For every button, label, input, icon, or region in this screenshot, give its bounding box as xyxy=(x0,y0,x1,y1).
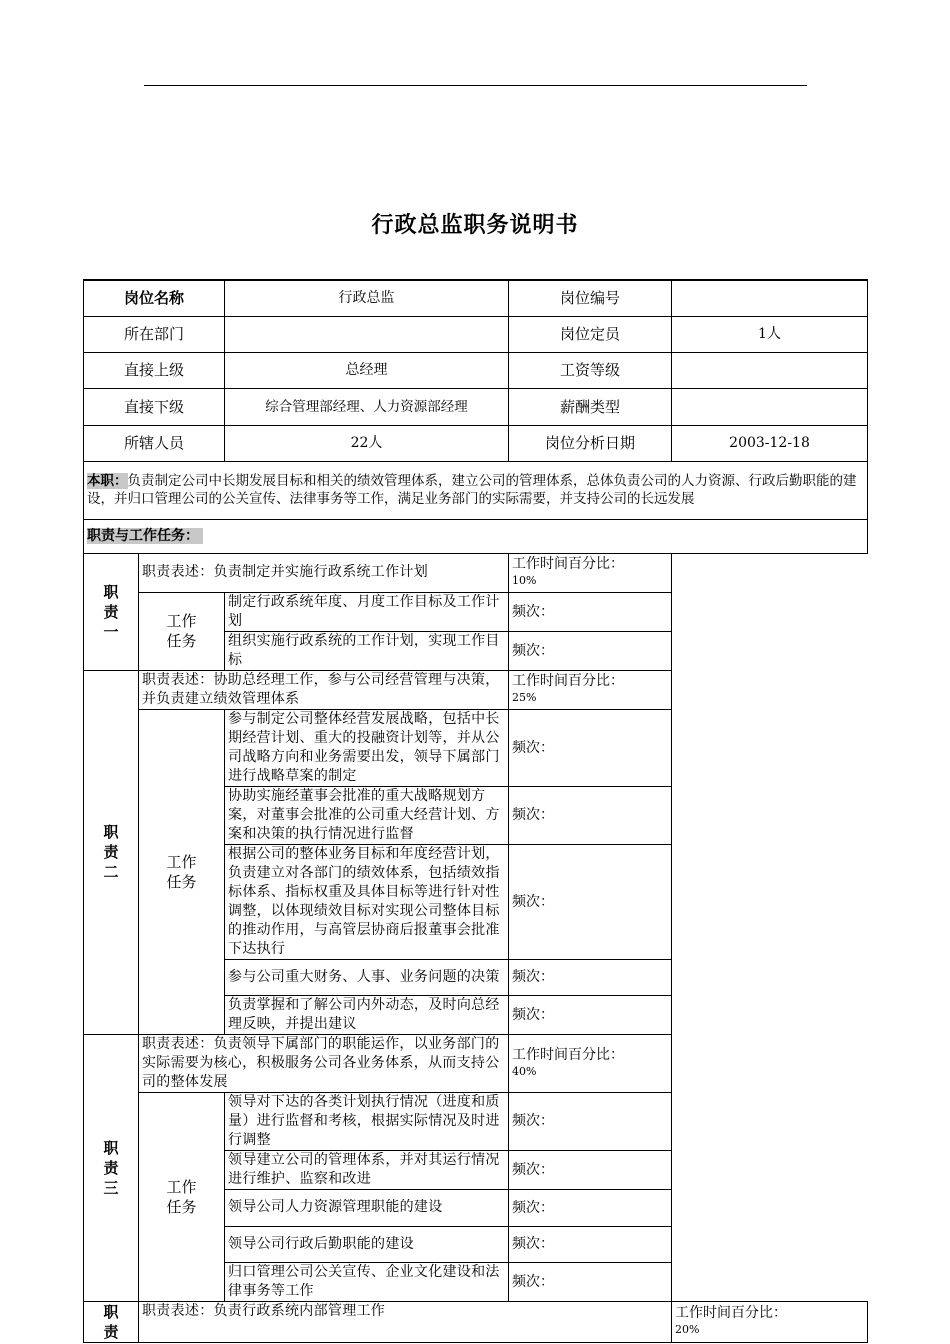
duty-4-label: 职责 xyxy=(84,1301,139,1342)
duty-3-task-2-frequency: 频次： xyxy=(509,1150,672,1189)
duty-1-statement: 职责表述：负责制定并实施行政系统工作计划 xyxy=(139,553,509,592)
duty-2-task-5: 负责掌握和了解公司内外动态，及时向总经理反映，并提出建议 xyxy=(225,995,509,1034)
duty-4-percent: 工作时间百分比： 20% xyxy=(672,1301,868,1342)
job-description-table xyxy=(83,279,868,1343)
document-title: 行政总监职务说明书 xyxy=(371,213,579,238)
duty-3-task-3-frequency: 频次： xyxy=(509,1189,672,1226)
duty-2-task-2-frequency: 频次： xyxy=(509,786,672,844)
duty-2-statement: 职责表述：协助总经理工作，参与公司经营管理与决策，并负责建立绩效管理体系 xyxy=(139,670,509,709)
duty-2-task-label: 工作任务 xyxy=(139,709,225,1034)
value-pay-type xyxy=(672,388,868,425)
label-position-code: 岗位编号 xyxy=(509,280,672,316)
label-direct-superior: 直接上级 xyxy=(84,352,225,388)
header-rule xyxy=(144,85,807,86)
value-position-code xyxy=(672,280,868,316)
duty-2-task-4: 参与公司重大财务、人事、业务问题的决策 xyxy=(225,959,509,995)
duty-3-task-5-frequency: 频次： xyxy=(509,1262,672,1301)
duty-3-task-2: 领导建立公司的管理体系，并对其运行情况进行维护、监察和改进 xyxy=(225,1150,509,1189)
duty-2-task-3: 根据公司的整体业务目标和年度经营计划，负责建立对各部门的绩效体系，包括绩效指标体系、指标权重及具体目标等进行针对性调整，以体现绩效目标对实现公司整体目标的推动作用，与高管层协商后报董事会批准下达执行 xyxy=(225,844,509,959)
duty-3-task-4-frequency: 频次： xyxy=(509,1226,672,1262)
value-analysis-date: 2003-12-18 xyxy=(672,425,868,461)
duty-2-label: 职责二 xyxy=(84,670,139,1034)
duty-2-task-1: 参与制定公司整体经营发展战略，包括中长期经营计划、重大的投融资计划等，并从公司战略方向和业务需要出发，领导下属部门进行战略草案的制定 xyxy=(225,709,509,786)
label-analysis-date: 岗位分析日期 xyxy=(509,425,672,461)
label-department: 所在部门 xyxy=(84,316,225,352)
value-department xyxy=(225,316,509,352)
duty-3-task-4: 领导公司行政后勤职能的建设 xyxy=(225,1226,509,1262)
value-salary-grade xyxy=(672,352,868,388)
duty-3-task-1-frequency: 频次： xyxy=(509,1092,672,1150)
duty-2-percent: 工作时间百分比： 25% xyxy=(509,670,672,709)
section-heading xyxy=(84,519,868,553)
duty-2-task-2: 协助实施经董事会批准的重大战略规划方案，对董事会批准的公司重大经营计划、方案和决策的执行情况进行监督 xyxy=(225,786,509,844)
duty-2-task-4-frequency: 频次： xyxy=(509,959,672,995)
duty-1-percent: 工作时间百分比： 10% xyxy=(509,553,672,592)
duty-1-task-label: 工作任务 xyxy=(139,592,225,670)
duty-2-task-1-frequency: 频次： xyxy=(509,709,672,786)
label-salary-grade: 工资等级 xyxy=(509,352,672,388)
duty-3-task-3: 领导公司人力资源管理职能的建设 xyxy=(225,1189,509,1226)
duty-3-percent: 工作时间百分比： 40% xyxy=(509,1034,672,1092)
duty-3-task-1: 领导对下达的各类计划执行情况（进度和质量）进行监督和考核，根据实际情况及时进行调整 xyxy=(225,1092,509,1150)
value-direct-superior: 总经理 xyxy=(225,352,509,388)
main-duty xyxy=(84,461,868,519)
section-heading-text: 职责与工作任务： xyxy=(87,528,203,544)
duty-1-task-2: 组织实施行政系统的工作计划，实现工作目标 xyxy=(225,631,509,670)
value-position-name: 行政总监 xyxy=(225,280,509,316)
label-headcount: 岗位定员 xyxy=(509,316,672,352)
label-direct-subordinates: 直接下级 xyxy=(84,388,225,425)
label-staff-count: 所辖人员 xyxy=(84,425,225,461)
duty-3-task-label: 工作任务 xyxy=(139,1092,225,1301)
duty-3-task-5: 归口管理公司公关宣传、企业文化建设和法律事务等工作 xyxy=(225,1262,509,1301)
main-duty-label: 本职： xyxy=(87,473,128,489)
duty-2-task-3-frequency: 频次： xyxy=(509,844,672,959)
duty-4-statement: 职责表述：负责行政系统内部管理工作 xyxy=(139,1301,672,1342)
duty-3-statement: 职责表述：负责领导下属部门的职能运作，以业务部门的实际需要为核心，积极服务公司各业务体系，从而支持公司的整体发展 xyxy=(139,1034,509,1092)
duty-2-task-5-frequency: 频次： xyxy=(509,995,672,1034)
label-position-name: 岗位名称 xyxy=(84,280,225,316)
duty-1-label: 职责一 xyxy=(84,553,139,670)
label-pay-type: 薪酬类型 xyxy=(509,388,672,425)
duty-1-task-1-frequency: 频次： xyxy=(509,592,672,631)
duty-3-label: 职责三 xyxy=(84,1034,139,1301)
value-direct-subordinates: 综合管理部经理、人力资源部经理 xyxy=(225,388,509,425)
value-staff-count: 22人 xyxy=(225,425,509,461)
main-duty-text: 负责制定公司中长期发展目标和相关的绩效管理体系，建立公司的管理体系，总体负责公司的人力资源、行政后勤职能的建设，并归口管理公司的公关宣传、法律事务等工作，满足业务部门的实际需要，并支持公司的长远发展 xyxy=(87,473,857,507)
duty-1-task-2-frequency: 频次： xyxy=(509,631,672,670)
value-headcount: 1人 xyxy=(672,316,868,352)
duty-1-task-1: 制定行政系统年度、月度工作目标及工作计划 xyxy=(225,592,509,631)
